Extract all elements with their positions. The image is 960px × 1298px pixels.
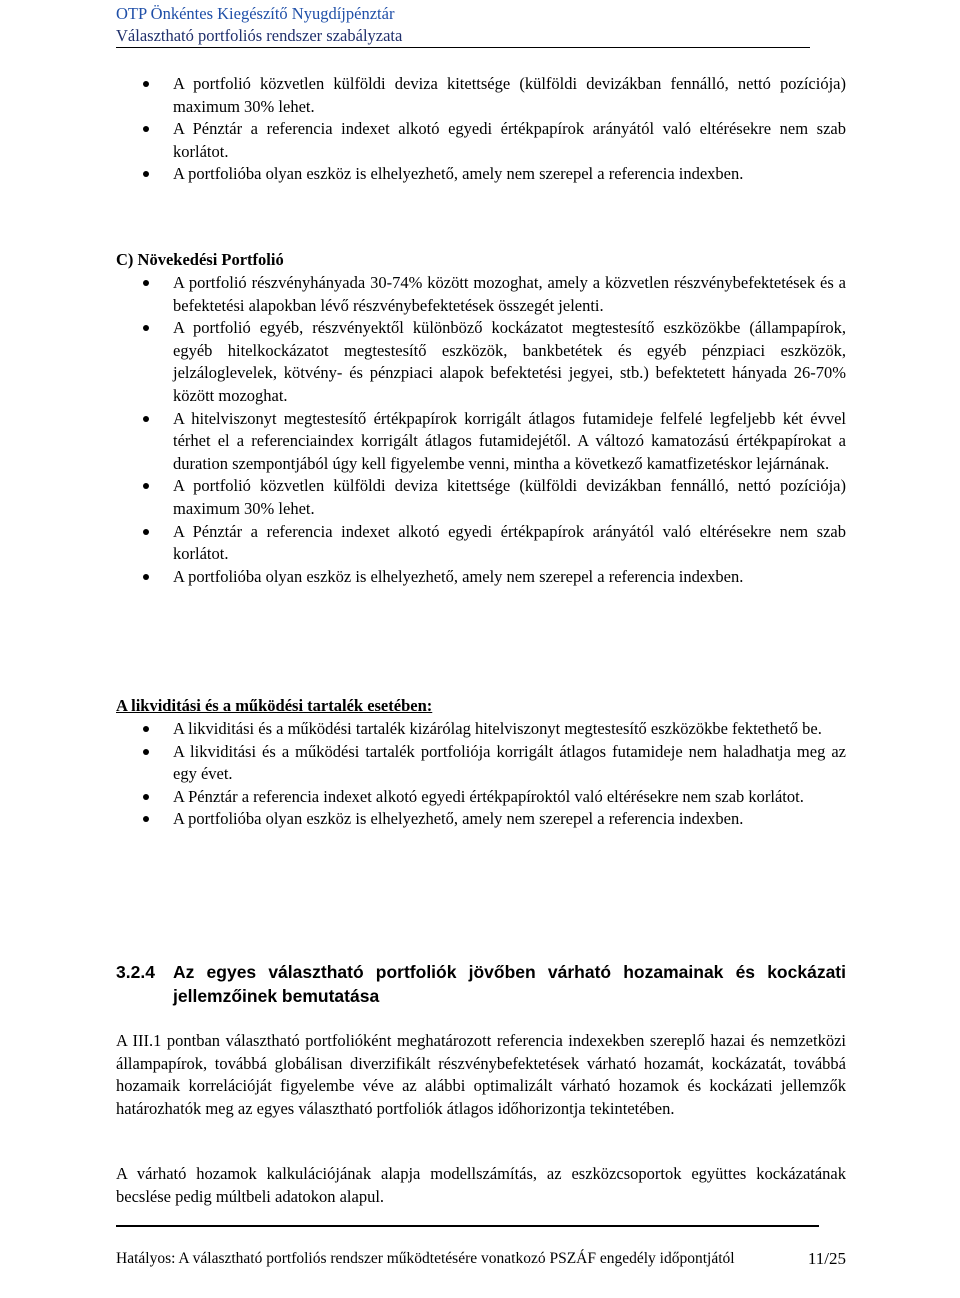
list-item: A portfolió egyéb, részvényektől különböző kockázatot megtestesítő eszközökbe (állampapírok, egyéb hitelkockázatot megtestesítő eszközök, bankbetétek és egyéb pénzpiaci eszközök, jelzáloglevelek, kötvény- és pénzpiaci alapok befektetési jegyei, stb.) befektetett hányada 26-70% között mozoghat.: [116, 317, 846, 407]
list-item: A Pénztár a referencia indexet alkotó egyedi értékpapírok arányától való eltérésekre nem szab korlátot.: [116, 118, 846, 163]
liquidity-reserve-list: [116, 718, 846, 831]
list-item: A likviditási és a működési tartalék portfoliója korrigált átlagos futamideje nem haladhatja meg az egy évet.: [116, 741, 846, 786]
list-item: A portfolióba olyan eszköz is elhelyezhető, amely nem szerepel a referencia indexben.: [116, 566, 846, 589]
page-footer: [116, 1248, 846, 1270]
header-divider: [116, 47, 810, 48]
liquidity-reserve-heading: A likviditási és a működési tartalék esetében:: [116, 696, 433, 715]
list-item: A Pénztár a referencia indexet alkotó egyedi értékpapírok arányától való eltérésekre nem szab korlátot.: [116, 521, 846, 566]
list-item: A Pénztár a referencia indexet alkotó egyedi értékpapíroktól való eltérésekre nem szab korlátot.: [116, 786, 846, 809]
page-number: 11/25: [807, 1249, 846, 1268]
header-document-title: Választható portfoliós rendszer szabályzata: [116, 26, 403, 45]
list-item: A likviditási és a működési tartalék kizárólag hitelviszonyt megtestesítő eszközökbe fektethető be.: [116, 718, 846, 741]
list-item: A portfolió közvetlen külföldi deviza kitettsége (külföldi devizákban fennálló, nettó pozíciója) maximum 30% lehet.: [116, 475, 846, 520]
list-item: A portfolió részvényhányada 30-74% között mozoghat, amely a közvetlen részvénybefektetések és a befektetési alapokban lévő részvénybefektetések összegét jelenti.: [116, 272, 846, 317]
section-number: 3.2.4: [116, 962, 155, 982]
section-title: Az egyes választható portfoliók jövőben várható hozamainak és kockázati jellemzőinek bemutatása: [173, 962, 846, 1006]
footer-effective-note: Hatályos: A választható portfoliós rendszer működtetésére vonatkozó PSZÁF engedély időpontjától: [116, 1250, 735, 1267]
list-item: A hitelviszonyt megtestesítő értékpapírok korrigált átlagos futamideje felfelé legfeljebb két évvel térhet el a referenciaindex korrigált átlagos futamidejétől. A változó kamatozású értékpapírokat a duration szempontjából úgy kell figyelembe venni, mintha a következő kamatfizetéskor lejárnának.: [116, 408, 846, 476]
page-header: [116, 3, 402, 47]
body-paragraph: A III.1 pontban választható portfolióként meghatározott referencia indexekben szereplő hazai és nemzetközi állampapírok, továbbá globálisan diverzifikált részvénybefektetések várható hozamát, kockázatát, továbbá hozamaik korrelációját figyelembe véve az alábbi optimalizált várható hozamok és kockázati jellemzők határozhatók meg az egyes választható portfoliók átlagos időhorizontja tekintetében.: [116, 1031, 846, 1118]
section-heading: [116, 961, 846, 1008]
growth-portfolio-heading: C) Növekedési Portfolió: [116, 250, 284, 269]
list-item: A portfolió közvetlen külföldi deviza kitettsége (külföldi devizákban fennálló, nettó pozíciója) maximum 30% lehet.: [116, 73, 846, 118]
body-paragraph: A várható hozamok kalkulációjának alapja modellszámítás, az eszközcsoportok együttes kockázatának becslése pedig múltbeli adatokon alapul.: [116, 1164, 846, 1206]
list-item: A portfolióba olyan eszköz is elhelyezhető, amely nem szerepel a referencia indexben.: [116, 163, 846, 186]
growth-portfolio-list: [116, 272, 846, 588]
header-fund-name: OTP Önkéntes Kiegészítő Nyugdíjpénztár: [116, 4, 395, 23]
footer-divider: [116, 1225, 819, 1227]
top-bullet-list: [116, 73, 846, 186]
list-item: A portfolióba olyan eszköz is elhelyezhető, amely nem szerepel a referencia indexben.: [116, 808, 846, 831]
